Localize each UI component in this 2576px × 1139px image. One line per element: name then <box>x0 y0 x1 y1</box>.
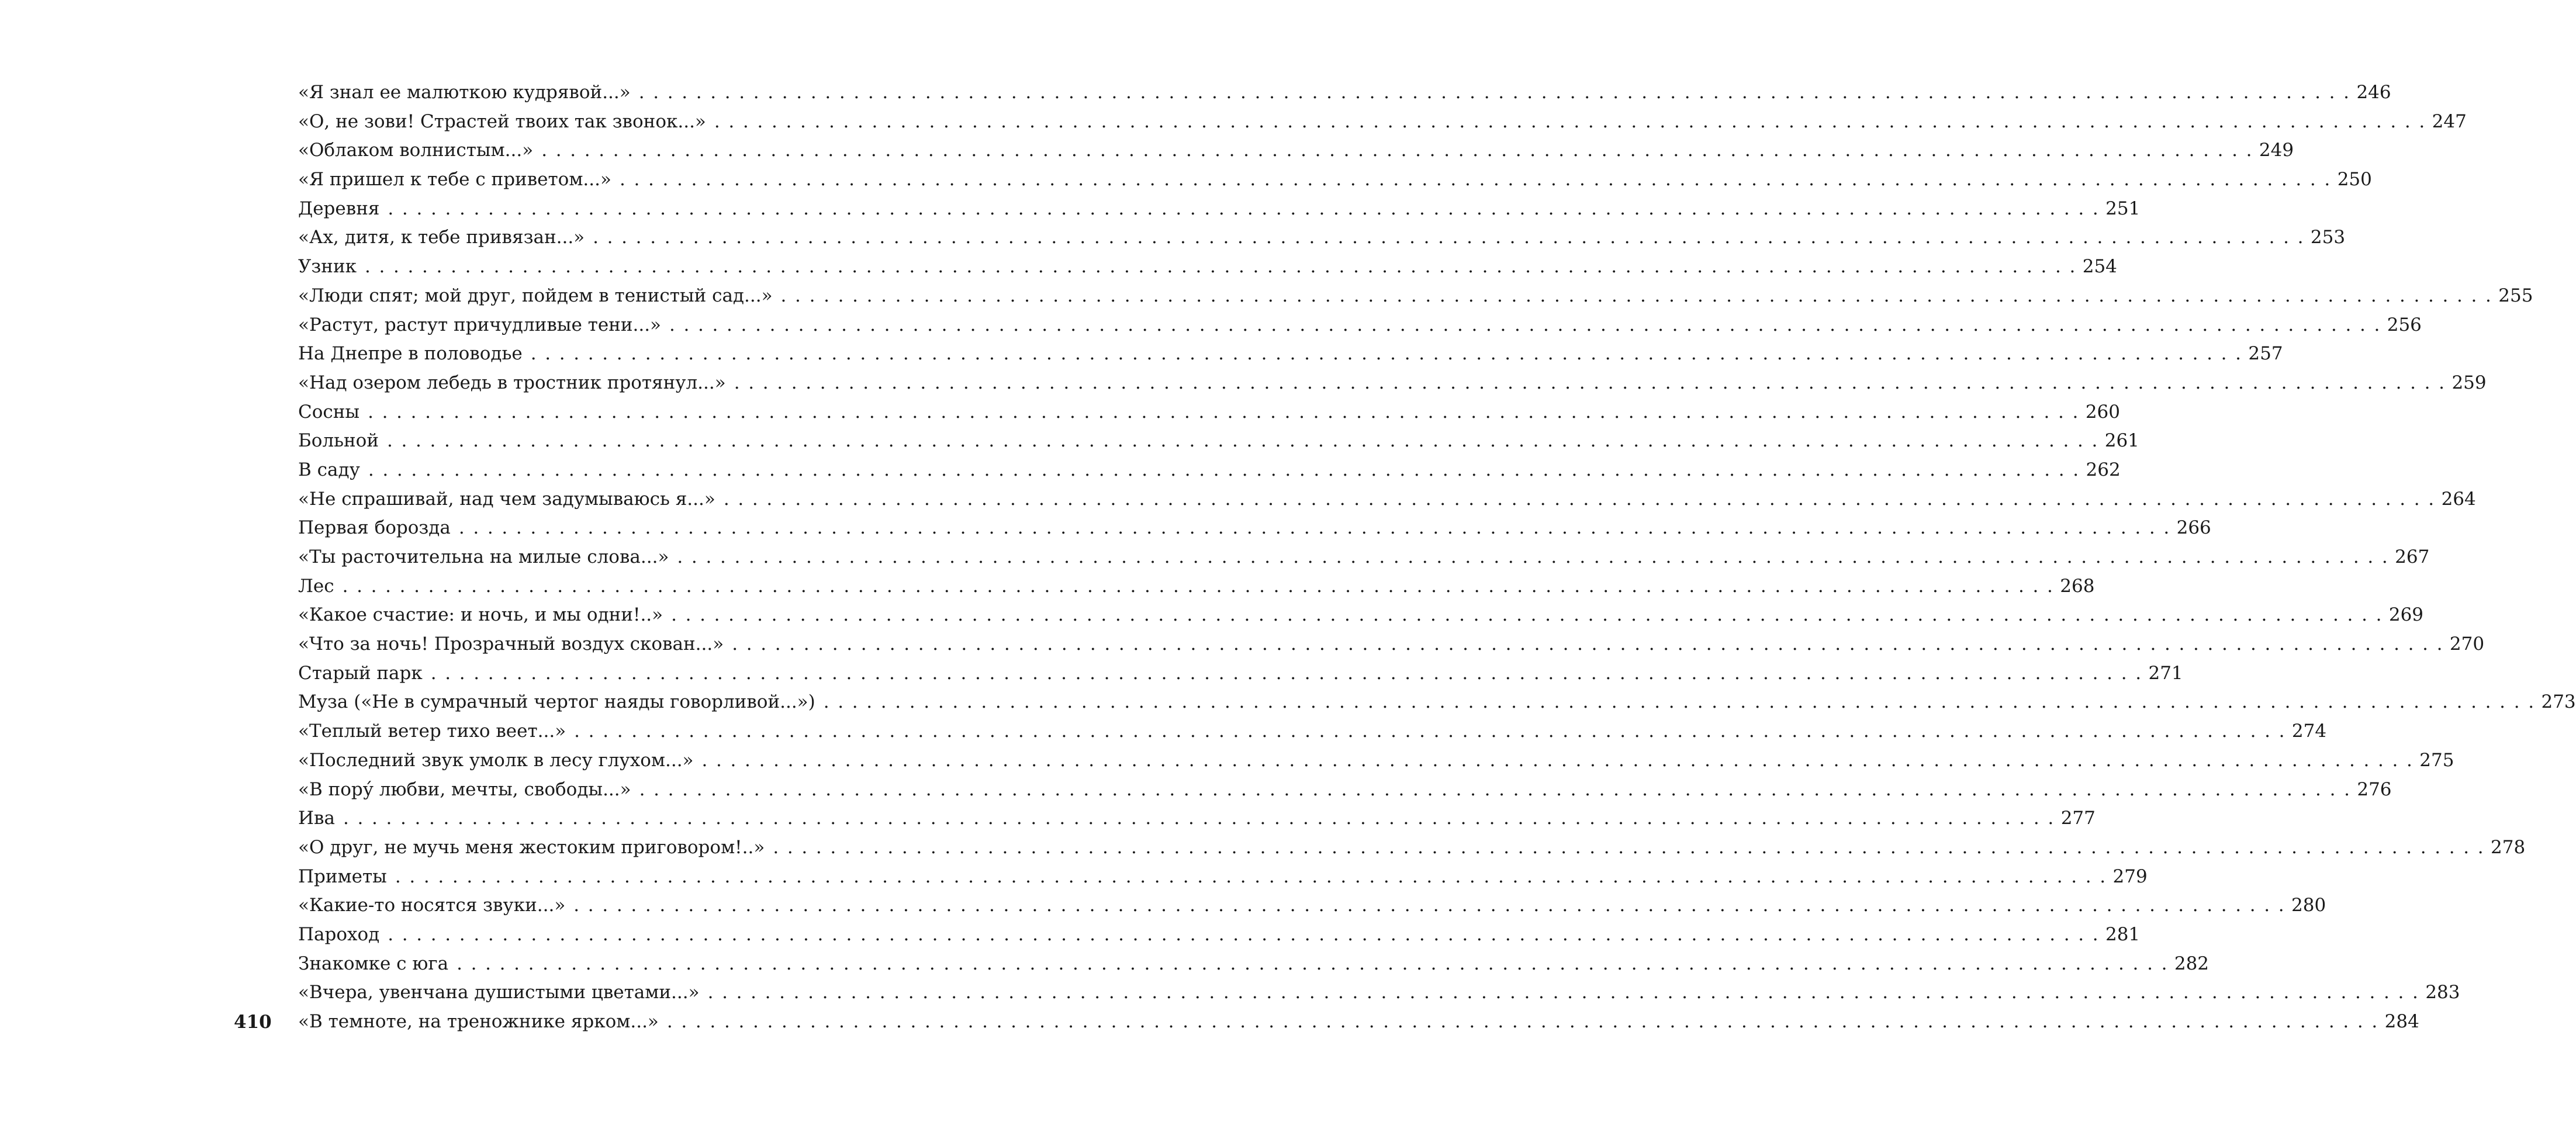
dot-leader: . . . . . . . . . . . . . . . . . . . . . . . . . . . . . . . . . . . . . . . . . . . . . . . . . . . . . . . . . . . . . . . . . . . . . . . . . . . . . . . . . . . . . . . . . . . . . . . . . . . . . . . . . . . . . . . . . . . . . . . . <box>541 140 2253 161</box>
toc-entry-page: 250 <box>2337 169 2372 191</box>
toc-entry[interactable] <box>298 776 2392 805</box>
toc-entry-title: Приметы <box>298 865 387 887</box>
toc-entry-title: «В темноте, на треножнике ярком...» <box>298 1011 659 1032</box>
toc-entry[interactable] <box>298 601 2424 630</box>
dot-leader: . . . . . . . . . . . . . . . . . . . . . . . . . . . . . . . . . . . . . . . . . . . . . . . . . . . . . . . . . . . . . . . . . . . . . . . . . . . . . . . . . . . . . . . . . . . . . . . . . . . . . . . . . . . . . . . . . . . . . . . . <box>458 517 2171 539</box>
toc-entry-title: Лес <box>298 575 334 597</box>
toc-entry[interactable] <box>298 514 2211 543</box>
dot-leader: . . . . . . . . . . . . . . . . . . . . . . . . . . . . . . . . . . . . . . . . . . . . . . . . . . . . . . . . . . . . . . . . . . . . . . . . . . . . . . . . . . . . . . . . . . . . . . . . . . . . . . . . . . . . . . . . . . . . . . . . <box>387 430 2099 452</box>
toc-entry-page: 256 <box>2387 314 2422 335</box>
dot-leader: . . . . . . . . . . . . . . . . . . . . . . . . . . . . . . . . . . . . . . . . . . . . . . . . . . . . . . . . . . . . . . . . . . . . . . . . . . . . . . . . . . . . . . . . . . . . . . . . . . . . . . . . . . . . . . . . . . . . . . . . <box>677 546 2390 567</box>
dot-leader: . . . . . . . . . . . . . . . . . . . . . . . . . . . . . . . . . . . . . . . . . . . . . . . . . . . . . . . . . . . . . . . . . . . . . . . . . . . . . . . . . . . . . . . . . . . . . . . . . . . . . . . . . . . . . . . . . . . . . . . . <box>732 633 2444 655</box>
toc-entry-title: «Последний звук умолк в лесу глухом...» <box>298 749 694 771</box>
dot-leader: . . . . . . . . . . . . . . . . . . . . . . . . . . . . . . . . . . . . . . . . . . . . . . . . . . . . . . . . . . . . . . . . . . . . . . . . . . . . . . . . . . . . . . . . . . . . . . . . . . . . . . . . . . . . . . . . . . . . . . . . <box>723 488 2436 510</box>
toc-entry-title: Пароход <box>298 923 380 945</box>
toc-entry-page: 268 <box>2060 575 2095 597</box>
toc-entry-page: 261 <box>2104 430 2139 452</box>
toc-entry-title: «Облаком волнистым...» <box>298 140 534 161</box>
dot-leader: . . . . . . . . . . . . . . . . . . . . . . . . . . . . . . . . . . . . . . . . . . . . . . . . . . . . . . . . . . . . . . . . . . . . . . . . . . . . . . . . . . . . . . . . . . . . . . . . . . . . . . . . . . . . . . . . . . . . . . . . <box>823 691 2536 713</box>
toc-entry-page: 275 <box>2419 749 2454 771</box>
toc-entry-page: 259 <box>2451 372 2487 393</box>
toc-entry[interactable] <box>298 340 2283 369</box>
toc-entry-page: 274 <box>2291 721 2327 742</box>
toc-entry-title: В саду <box>298 459 360 480</box>
dot-leader: . . . . . . . . . . . . . . . . . . . . . . . . . . . . . . . . . . . . . . . . . . . . . . . . . . . . . . . . . . . . . . . . . . . . . . . . . . . . . . . . . . . . . . . . . . . . . . . . . . . . . . . . . . . . . . . . . . . . . . . . <box>638 82 2351 103</box>
toc-entry-page: 284 <box>2384 1011 2419 1032</box>
toc-entry[interactable] <box>298 108 2467 137</box>
toc-entry-title: Узник <box>298 256 357 278</box>
toc-entry[interactable] <box>298 223 2346 252</box>
toc-entry-page: 280 <box>2291 895 2326 916</box>
toc-entry-title: Знакомке с юга <box>298 953 449 974</box>
toc-entry-title: «Ах, дитя, к тебе привязан...» <box>298 227 585 248</box>
toc-entry[interactable] <box>298 252 2117 282</box>
toc-entry-title: «Я пришел к тебе с приветом...» <box>298 169 611 191</box>
dot-leader: . . . . . . . . . . . . . . . . . . . . . . . . . . . . . . . . . . . . . . . . . . . . . . . . . . . . . . . . . . . . . . . . . . . . . . . . . . . . . . . . . . . . . . . . . . . . . . . . . . . . . . . . . . . . . . . . . . . . . . . . <box>780 285 2493 306</box>
toc-entry-title: Первая борозда <box>298 517 451 539</box>
toc-entry-title: «Не спрашивай, над чем задумываюсь я...» <box>298 488 715 510</box>
toc-entry[interactable] <box>298 746 2454 776</box>
toc-entry-page: 266 <box>2176 517 2211 539</box>
toc-entry[interactable] <box>298 863 2148 892</box>
toc-entry-title: На Днепре в половодье <box>298 343 523 365</box>
toc-entry[interactable] <box>298 456 2121 485</box>
toc-entry-title: Ива <box>298 808 335 829</box>
toc-entry-title: «Люди спят; мой друг, пойдем в тенистый сад...» <box>298 285 773 306</box>
toc-entry-title: Сосны <box>298 401 360 423</box>
toc-entry-page: 283 <box>2425 982 2460 1003</box>
toc-entry-page: 251 <box>2105 198 2141 219</box>
dot-leader: . . . . . . . . . . . . . . . . . . . . . . . . . . . . . . . . . . . . . . . . . . . . . . . . . . . . . . . . . . . . . . . . . . . . . . . . . . . . . . . . . . . . . . . . . . . . . . . . . . . . . . . . . . . . . . . . . . . . . . . . <box>773 836 2485 858</box>
toc-entry[interactable] <box>298 165 2372 195</box>
toc-entry-page: 267 <box>2395 546 2430 567</box>
toc-entry-page: 282 <box>2174 953 2210 974</box>
toc-entry[interactable] <box>298 920 2141 950</box>
toc-entry[interactable] <box>298 891 2326 920</box>
toc-entry-title: «Какое счастие: и ночь, и мы одни!..» <box>298 604 663 626</box>
dot-leader: . . . . . . . . . . . . . . . . . . . . . . . . . . . . . . . . . . . . . . . . . . . . . . . . . . . . . . . . . . . . . . . . . . . . . . . . . . . . . . . . . . . . . . . . . . . . . . . . . . . . . . . . . . . . . . . . . . . . . . . . <box>388 923 2100 945</box>
toc-entry-page: 279 <box>2112 865 2148 887</box>
dot-leader: . . . . . . . . . . . . . . . . . . . . . . . . . . . . . . . . . . . . . . . . . . . . . . . . . . . . . . . . . . . . . . . . . . . . . . . . . . . . . . . . . . . . . . . . . . . . . . . . . . . . . . . . . . . . . . . . . . . . . . . . <box>530 343 2243 365</box>
toc-entry-page: 281 <box>2105 923 2141 945</box>
dot-leader: . . . . . . . . . . . . . . . . . . . . . . . . . . . . . . . . . . . . . . . . . . . . . . . . . . . . . . . . . . . . . . . . . . . . . . . . . . . . . . . . . . . . . . . . . . . . . . . . . . . . . . . . . . . . . . . . . . . . . . . . <box>666 1011 2379 1032</box>
toc-entry-title: Больной <box>298 430 379 452</box>
toc-entry-page: 276 <box>2357 778 2392 800</box>
toc-entry-title: «Ты расточительна на милые слова...» <box>298 546 669 567</box>
dot-leader: . . . . . . . . . . . . . . . . . . . . . . . . . . . . . . . . . . . . . . . . . . . . . . . . . . . . . . . . . . . . . . . . . . . . . . . . . . . . . . . . . . . . . . . . . . . . . . . . . . . . . . . . . . . . . . . . . . . . . . . . <box>457 953 2169 974</box>
dot-leader: . . . . . . . . . . . . . . . . . . . . . . . . . . . . . . . . . . . . . . . . . . . . . . . . . . . . . . . . . . . . . . . . . . . . . . . . . . . . . . . . . . . . . . . . . . . . . . . . . . . . . . . . . . . . . . . . . . . . . . . . <box>365 256 2077 278</box>
dot-leader: . . . . . . . . . . . . . . . . . . . . . . . . . . . . . . . . . . . . . . . . . . . . . . . . . . . . . . . . . . . . . . . . . . . . . . . . . . . . . . . . . . . . . . . . . . . . . . . . . . . . . . . . . . . . . . . . . . . . . . . . <box>671 604 2383 626</box>
toc-entry-title: «Теплый ветер тихо веет...» <box>298 721 566 742</box>
dot-leader: . . . . . . . . . . . . . . . . . . . . . . . . . . . . . . . . . . . . . . . . . . . . . . . . . . . . . . . . . . . . . . . . . . . . . . . . . . . . . . . . . . . . . . . . . . . . . . . . . . . . . . . . . . . . . . . . . . . . . . . . <box>734 372 2446 393</box>
dot-leader: . . . . . . . . . . . . . . . . . . . . . . . . . . . . . . . . . . . . . . . . . . . . . . . . . . . . . . . . . . . . . . . . . . . . . . . . . . . . . . . . . . . . . . . . . . . . . . . . . . . . . . . . . . . . . . . . . . . . . . . . <box>342 575 2055 597</box>
toc-entry-page: 260 <box>2085 401 2120 423</box>
toc-entry[interactable] <box>298 804 2096 833</box>
toc-entry-title: Муза («Не в сумрачный чертог наяды говорливой...») <box>298 691 815 713</box>
table-of-contents <box>298 78 2576 1037</box>
dot-leader: . . . . . . . . . . . . . . . . . . . . . . . . . . . . . . . . . . . . . . . . . . . . . . . . . . . . . . . . . . . . . . . . . . . . . . . . . . . . . . . . . . . . . . . . . . . . . . . . . . . . . . . . . . . . . . . . . . . . . . . . <box>368 401 2080 423</box>
dot-leader: . . . . . . . . . . . . . . . . . . . . . . . . . . . . . . . . . . . . . . . . . . . . . . . . . . . . . . . . . . . . . . . . . . . . . . . . . . . . . . . . . . . . . . . . . . . . . . . . . . . . . . . . . . . . . . . . . . . . . . . . <box>593 227 2305 248</box>
toc-entry-title: «Вчера, увенчана душистыми цветами...» <box>298 982 700 1003</box>
toc-entry-title: «Какие-то носятся звуки...» <box>298 895 566 916</box>
toc-entry-page: 264 <box>2441 488 2476 510</box>
dot-leader: . . . . . . . . . . . . . . . . . . . . . . . . . . . . . . . . . . . . . . . . . . . . . . . . . . . . . . . . . . . . . . . . . . . . . . . . . . . . . . . . . . . . . . . . . . . . . . . . . . . . . . . . . . . . . . . . . . . . . . . . <box>573 895 2286 916</box>
toc-entry-page: 271 <box>2148 662 2183 684</box>
toc-entry[interactable] <box>298 282 2533 311</box>
toc-entry-page: 246 <box>2356 82 2391 103</box>
dot-leader: . . . . . . . . . . . . . . . . . . . . . . . . . . . . . . . . . . . . . . . . . . . . . . . . . . . . . . . . . . . . . . . . . . . . . . . . . . . . . . . . . . . . . . . . . . . . . . . . . . . . . . . . . . . . . . . . . . . . . . . . <box>430 662 2143 684</box>
toc-entry-page: 277 <box>2060 808 2096 829</box>
toc-entry[interactable] <box>298 311 2422 340</box>
toc-entry-page: 249 <box>2259 140 2294 161</box>
toc-entry[interactable] <box>298 659 2183 688</box>
toc-entry-title: «В пору́ любви, мечты, свободы...» <box>298 778 631 800</box>
toc-entry[interactable] <box>298 78 2391 108</box>
toc-entry-page: 278 <box>2491 836 2526 858</box>
toc-entry-page: 254 <box>2082 256 2117 278</box>
dot-leader: . . . . . . . . . . . . . . . . . . . . . . . . . . . . . . . . . . . . . . . . . . . . . . . . . . . . . . . . . . . . . . . . . . . . . . . . . . . . . . . . . . . . . . . . . . . . . . . . . . . . . . . . . . . . . . . . . . . . . . . . <box>368 459 2080 480</box>
dot-leader: . . . . . . . . . . . . . . . . . . . . . . . . . . . . . . . . . . . . . . . . . . . . . . . . . . . . . . . . . . . . . . . . . . . . . . . . . . . . . . . . . . . . . . . . . . . . . . . . . . . . . . . . . . . . . . . . . . . . . . . . <box>574 721 2286 742</box>
dot-leader: . . . . . . . . . . . . . . . . . . . . . . . . . . . . . . . . . . . . . . . . . . . . . . . . . . . . . . . . . . . . . . . . . . . . . . . . . . . . . . . . . . . . . . . . . . . . . . . . . . . . . . . . . . . . . . . . . . . . . . . . <box>388 198 2100 219</box>
toc-entry[interactable] <box>298 485 2476 514</box>
toc-entry[interactable] <box>298 572 2095 601</box>
toc-entry[interactable] <box>298 1008 2419 1037</box>
toc-entry-page: 257 <box>2248 343 2283 365</box>
dot-leader: . . . . . . . . . . . . . . . . . . . . . . . . . . . . . . . . . . . . . . . . . . . . . . . . . . . . . . . . . . . . . . . . . . . . . . . . . . . . . . . . . . . . . . . . . . . . . . . . . . . . . . . . . . . . . . . . . . . . . . . . <box>714 110 2426 132</box>
dot-leader: . . . . . . . . . . . . . . . . . . . . . . . . . . . . . . . . . . . . . . . . . . . . . . . . . . . . . . . . . . . . . . . . . . . . . . . . . . . . . . . . . . . . . . . . . . . . . . . . . . . . . . . . . . . . . . . . . . . . . . . . <box>639 778 2352 800</box>
toc-entry[interactable] <box>298 398 2120 427</box>
toc-entry-title: «О друг, не мучь меня жестоким приговором!..» <box>298 836 765 858</box>
toc-entry[interactable] <box>298 195 2141 224</box>
toc-entry[interactable] <box>298 427 2139 456</box>
toc-entry[interactable] <box>298 833 2526 863</box>
toc-entry-title: «Растут, растут причудливые тени...» <box>298 314 662 335</box>
toc-entry[interactable] <box>298 369 2487 398</box>
toc-entry-title: «Что за ночь! Прозрачный воздух скован...» <box>298 633 724 655</box>
dot-leader: . . . . . . . . . . . . . . . . . . . . . . . . . . . . . . . . . . . . . . . . . . . . . . . . . . . . . . . . . . . . . . . . . . . . . . . . . . . . . . . . . . . . . . . . . . . . . . . . . . . . . . . . . . . . . . . . . . . . . . . . <box>619 169 2332 191</box>
toc-entry-page: 270 <box>2449 633 2485 655</box>
dot-leader: . . . . . . . . . . . . . . . . . . . . . . . . . . . . . . . . . . . . . . . . . . . . . . . . . . . . . . . . . . . . . . . . . . . . . . . . . . . . . . . . . . . . . . . . . . . . . . . . . . . . . . . . . . . . . . . . . . . . . . . . <box>343 808 2055 829</box>
dot-leader: . . . . . . . . . . . . . . . . . . . . . . . . . . . . . . . . . . . . . . . . . . . . . . . . . . . . . . . . . . . . . . . . . . . . . . . . . . . . . . . . . . . . . . . . . . . . . . . . . . . . . . . . . . . . . . . . . . . . . . . . <box>707 982 2420 1003</box>
toc-entry-title: «Я знал ее малюткою кудрявой...» <box>298 82 631 103</box>
toc-entry-page: 262 <box>2086 459 2121 480</box>
toc-entry-page: 255 <box>2498 285 2533 306</box>
toc-entry-page: 273 <box>2541 691 2576 713</box>
dot-leader: . . . . . . . . . . . . . . . . . . . . . . . . . . . . . . . . . . . . . . . . . . . . . . . . . . . . . . . . . . . . . . . . . . . . . . . . . . . . . . . . . . . . . . . . . . . . . . . . . . . . . . . . . . . . . . . . . . . . . . . . <box>669 314 2381 335</box>
toc-entry-title: Старый парк <box>298 662 423 684</box>
toc-entry[interactable] <box>298 543 2430 572</box>
dot-leader: . . . . . . . . . . . . . . . . . . . . . . . . . . . . . . . . . . . . . . . . . . . . . . . . . . . . . . . . . . . . . . . . . . . . . . . . . . . . . . . . . . . . . . . . . . . . . . . . . . . . . . . . . . . . . . . . . . . . . . . . <box>395 865 2107 887</box>
toc-entry-page: 269 <box>2388 604 2424 626</box>
toc-entry[interactable] <box>298 688 2576 717</box>
toc-entry-page: 253 <box>2310 227 2346 248</box>
toc-entry-title: Деревня <box>298 198 380 219</box>
toc-entry-title: «О, не зови! Страстей твоих так звонок...» <box>298 110 706 132</box>
page-number: 410 <box>234 1012 272 1033</box>
dot-leader: . . . . . . . . . . . . . . . . . . . . . . . . . . . . . . . . . . . . . . . . . . . . . . . . . . . . . . . . . . . . . . . . . . . . . . . . . . . . . . . . . . . . . . . . . . . . . . . . . . . . . . . . . . . . . . . . . . . . . . . . <box>701 749 2414 771</box>
toc-entry-page: 247 <box>2432 110 2467 132</box>
toc-entry[interactable] <box>298 978 2460 1008</box>
toc-entry[interactable] <box>298 136 2294 165</box>
toc-entry[interactable] <box>298 630 2485 659</box>
toc-entry-title: «Над озером лебедь в тростник протянул...» <box>298 372 726 393</box>
toc-entry[interactable] <box>298 950 2210 979</box>
toc-entry[interactable] <box>298 717 2327 746</box>
